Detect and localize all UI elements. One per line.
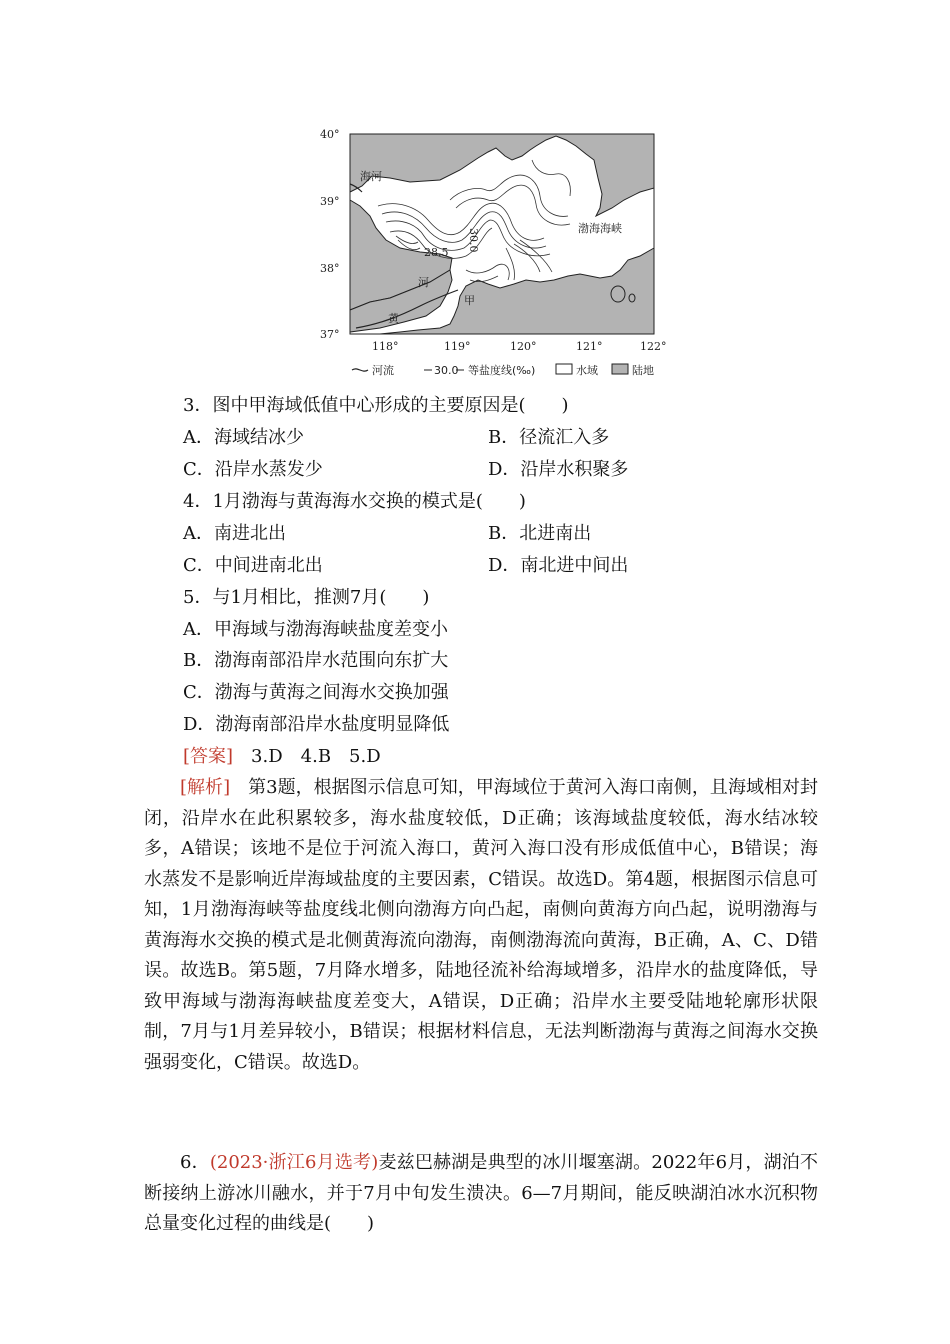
lat-label: 40° xyxy=(320,128,340,141)
lon-label: 122° xyxy=(640,340,667,353)
analysis-paragraph xyxy=(144,773,818,1078)
label-jia: 甲 xyxy=(464,294,475,307)
lat-label: 38° xyxy=(320,262,340,275)
q4-option-c: C．中间进南北出 xyxy=(183,555,323,576)
q3-option-a: A．海域结冰少 xyxy=(183,427,304,448)
question-6 xyxy=(144,1148,818,1240)
lon-label: 119° xyxy=(444,340,471,353)
q3-option-b: B．径流汇入多 xyxy=(488,427,610,448)
water-legend-swatch xyxy=(556,364,572,374)
analysis-text: 第3题，根据图示信息可知，甲海域位于黄河入海口南侧，且海域相对封闭，沿岸水在此积累较多，海水盐度较低，D正确；该海域盐度较低，海水结冰较多，A错误；该地不是位于河流入海口，黄河入海口没有形成低值中心，B错误；海水蒸发不是影响近岸海域盐度的主要因素，C错误。故选D。第4题，根据图示信息可知，1月渤海海峡等盐度线北侧向渤海方向凸起，南侧向黄海方向凸起，说明渤海与黄海海水交换的模式是北侧黄海流向渤海，南侧渤海流向黄海，B正确，A、C、D错误。故选B。第5题，7月降水增多，陆地径流补给海域增多，沿岸水的盐度降低，导致甲海域与渤海海峡盐度差变大，A错误，D正确；沿岸水主要受陆地轮廓形状限制，7月与1月差异较小，B错误；根据材料信息，无法判断渤海与黄海之间海水交换强弱变化，C错误。故选D。 xyxy=(144,777,819,1073)
lat-label: 37° xyxy=(320,328,340,341)
q5-option-a: A．甲海域与渤海海峡盐度差变小 xyxy=(183,619,448,640)
lon-label: 120° xyxy=(510,340,537,353)
legend-water: 水域 xyxy=(576,364,598,377)
q4-option-a: A．南进北出 xyxy=(183,523,286,544)
question-4-stem: 4．1月渤海与黄海海水交换的模式是( ) xyxy=(183,491,526,512)
q5-option-d: D．渤海南部沿岸水盐度明显降低 xyxy=(183,714,450,735)
q6-text: 麦兹巴赫湖是典型的冰川堰塞湖。2022年6月，湖泊不断接纳上游冰川融水，并于7月中旬发生溃决。6—7月期间，能反映湖泊冰水沉积物总量变化过程的曲线是( ) xyxy=(144,1152,819,1234)
lon-label: 121° xyxy=(576,340,603,353)
label-huang: 黄 xyxy=(388,312,399,325)
q5-option-c: C．渤海与黄海之间海水交换加强 xyxy=(183,682,449,703)
q3-option-c: C．沿岸水蒸发少 xyxy=(183,459,323,480)
land-legend-swatch xyxy=(612,364,628,374)
legend-land: 陆地 xyxy=(632,364,654,377)
question-5-stem: 5．与1月相比，推测7月( ) xyxy=(183,587,430,608)
q6-source: (2023·浙江6月选考) xyxy=(209,1152,379,1173)
island xyxy=(611,286,625,302)
analysis-tag: [解析] xyxy=(180,777,231,798)
q4-option-d: D．南北进中间出 xyxy=(488,555,629,576)
label-bohai-strait: 渤海海峡 xyxy=(578,222,622,235)
legend-isoline-value: 30.0 xyxy=(434,364,459,377)
isoline-label: 30.0 xyxy=(467,228,480,253)
island xyxy=(629,294,635,302)
q3-option-d: D．沿岸水积聚多 xyxy=(488,459,629,480)
question-3-stem: 3．图中甲海域低值中心形成的主要原因是( ) xyxy=(183,395,569,416)
isoline-label: 28.5 xyxy=(424,246,449,259)
q6-number: 6． xyxy=(180,1152,210,1173)
legend-isoline: 等盐度线(‰) xyxy=(468,364,536,377)
q4-option-b: B．北进南出 xyxy=(488,523,592,544)
answer-line xyxy=(183,745,381,769)
answer-text: 3.D 4.B 5.D xyxy=(233,746,381,767)
bohai-salinity-map xyxy=(300,120,680,385)
answer-tag: [答案] xyxy=(183,746,234,767)
legend-river: 河流 xyxy=(372,364,394,377)
label-hai-river: 海河 xyxy=(360,170,382,183)
river-legend-icon xyxy=(352,369,368,371)
label-he: 河 xyxy=(418,276,429,289)
q5-option-b: B．渤海南部沿岸水范围向东扩大 xyxy=(183,650,449,671)
lon-label: 118° xyxy=(372,340,399,353)
lat-label: 39° xyxy=(320,195,340,208)
